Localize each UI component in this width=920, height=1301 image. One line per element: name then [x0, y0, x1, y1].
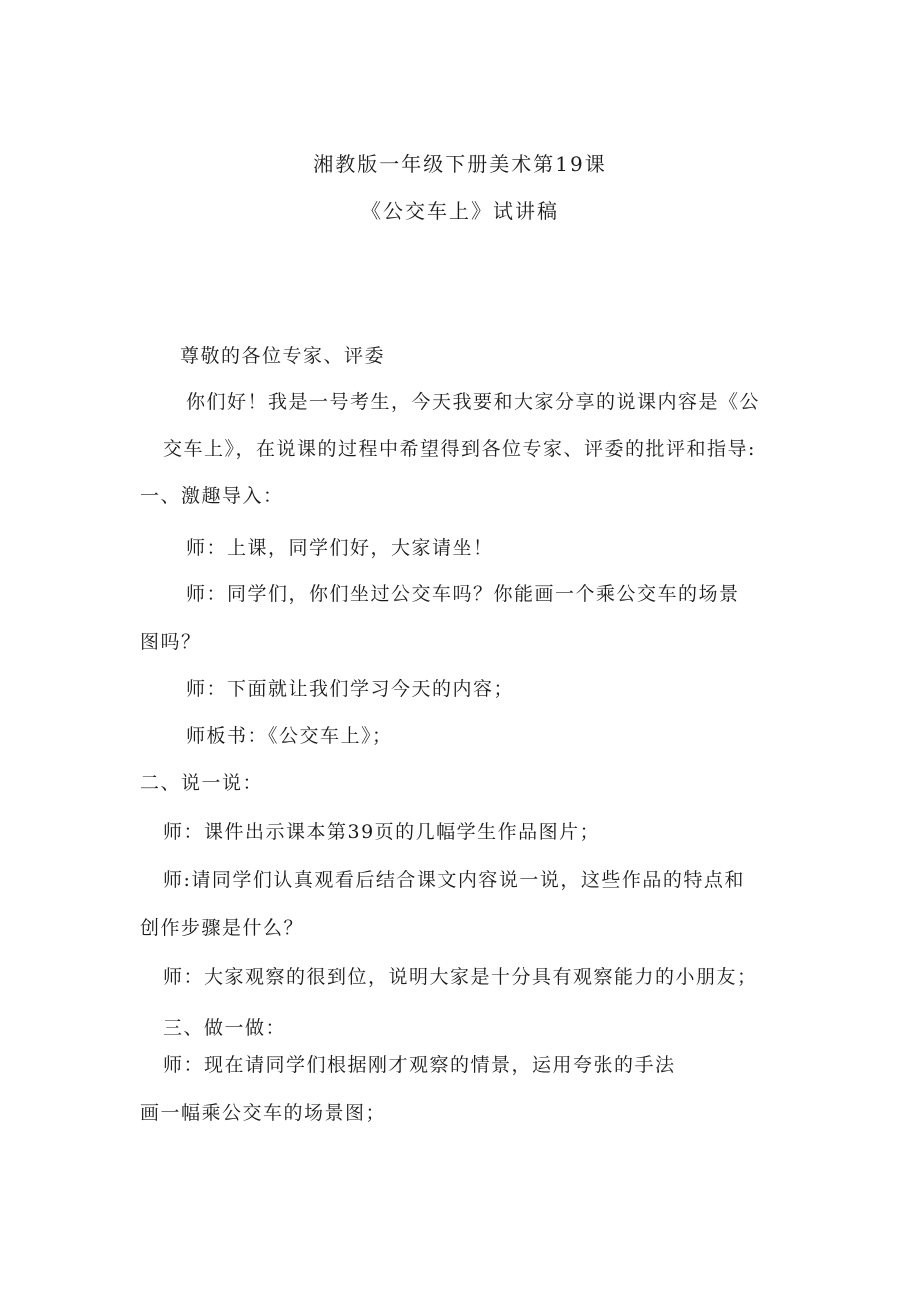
- document-subtitle: 《公交车上》试讲稿: [361, 199, 559, 223]
- paragraph: 师：课件出示课本第39页的几幅学生作品图片；: [163, 821, 601, 843]
- greeting: 尊敬的各位专家、评委: [180, 345, 386, 367]
- paragraph: 师：大家观察的很到位，说明大家是十分具有观察能力的小朋友；: [163, 966, 758, 988]
- intro-paragraph-line-1: 你们好！我是一号考生，今天我要和大家分享的说课内容是《公: [186, 391, 761, 413]
- section-heading-3: 三、做一做：: [163, 1017, 287, 1039]
- paragraph: 师：下面就让我们学习今天的内容；: [186, 678, 515, 700]
- paragraph-line-2: 画一幅乘公交车的场景图；: [140, 1102, 387, 1124]
- document-title: 湘教版一年级下册美术第19课: [313, 152, 607, 176]
- section-heading-2: 二、说一说：: [140, 772, 264, 794]
- paragraph-line-1: 师：同学们，你们坐过公交车吗？你能画一个乘公交车的场景: [186, 583, 740, 605]
- paragraph: 师：上课，同学们好，大家请坐！: [186, 537, 494, 559]
- intro-paragraph-line-2: 交车上》，在说课的过程中希望得到各位专家、评委的批评和指导:: [163, 438, 756, 460]
- paragraph-line-2: 图吗？: [140, 631, 202, 653]
- paragraph: 师板书：《公交车上》；: [186, 725, 393, 747]
- paragraph-line-1: 师：现在请同学们根据刚才观察的情景，运用夸张的手法: [163, 1054, 676, 1076]
- paragraph-line-2: 创作步骤是什么？: [140, 917, 305, 939]
- section-heading-1: 一、激趣导入：: [140, 485, 284, 507]
- paragraph-line-1: 师:请同学们认真观看后结合课文内容说一说，这些作品的特点和: [163, 869, 745, 891]
